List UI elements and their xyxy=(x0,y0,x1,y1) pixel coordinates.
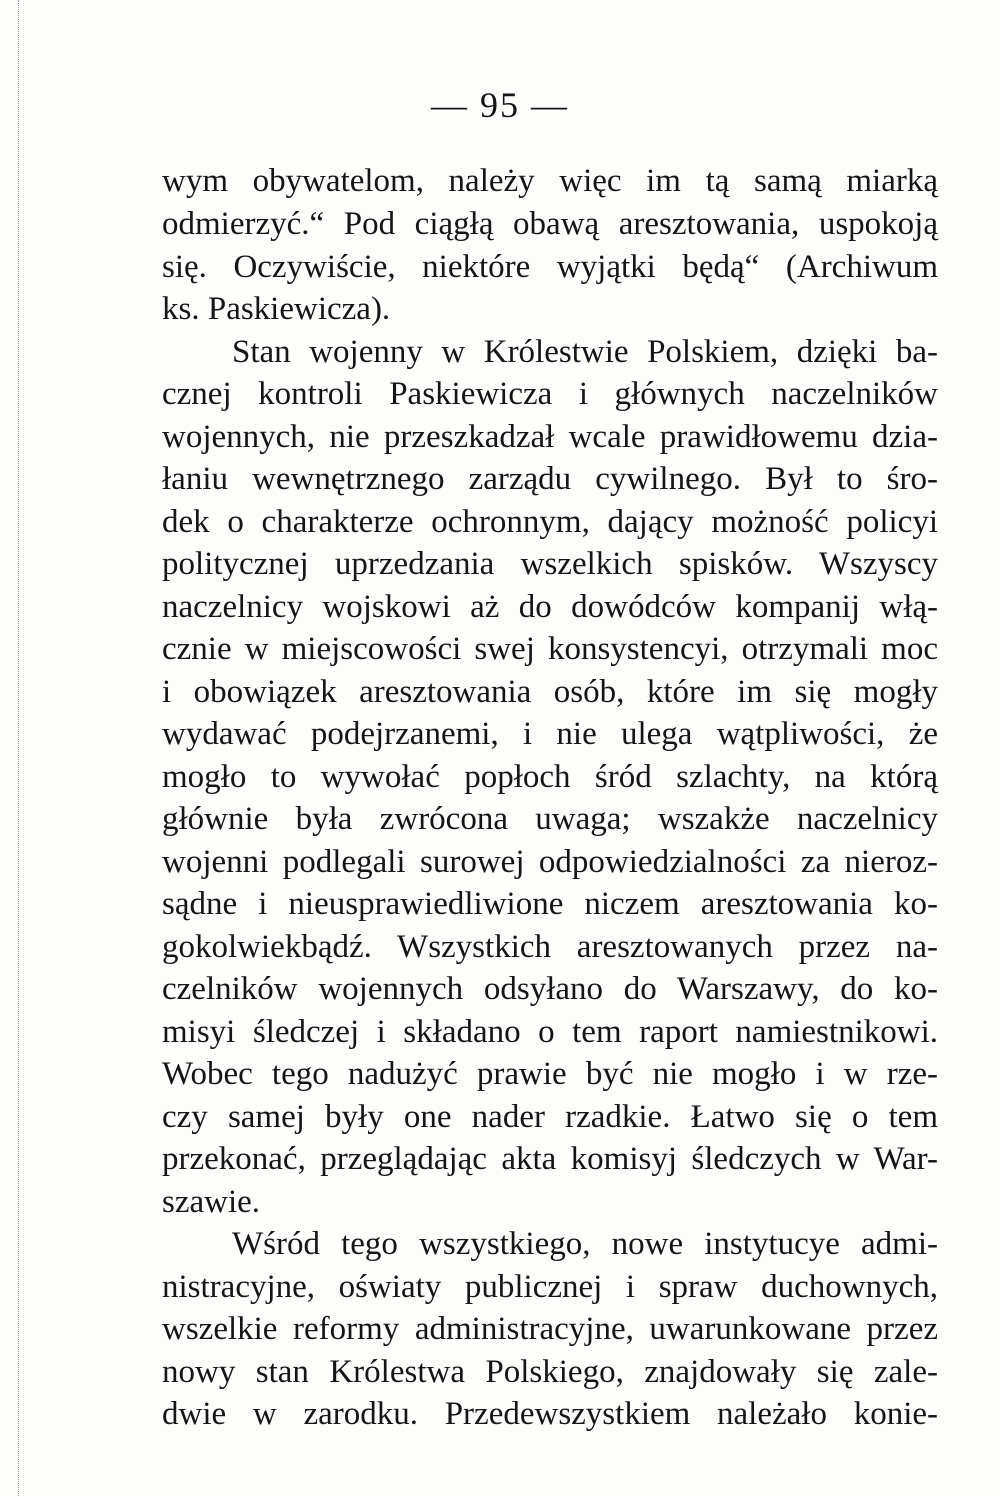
text-line: łaniu wewnętrznego zarządu cywilnego. Był to śro- xyxy=(162,461,938,497)
text-line: misyi śledczej i składano o tem raport namiestnikowi. xyxy=(162,1014,938,1050)
text-line: i obowiązek aresztowania osób, które im się mogły xyxy=(162,674,938,710)
binding-edge xyxy=(0,0,19,1496)
text-line: głównie była zwrócona uwaga; wszakże naczelnicy xyxy=(162,801,938,837)
text-line: nistracyjne, oświaty publicznej i spraw duchownych, xyxy=(162,1269,938,1305)
text-line: wym obywatelom, należy więc im tą samą miarką xyxy=(162,163,938,199)
text-line: wydawać podejrzanemi, i nie ulega wątpliwości, że xyxy=(162,716,938,752)
text-line: sądne i nieusprawiedliwione niczem aresztowania ko- xyxy=(162,886,938,922)
text-line: się. Oczywiście, niektóre wyjątki będą“ (Archiwum xyxy=(162,249,938,285)
text-line: naczelnicy wojskowi aż do dowódców kompanij włą- xyxy=(162,589,938,625)
text-line: przekonać, przeglądając akta komisyj śledczych w War- xyxy=(162,1141,938,1177)
text-line: cznie w miejscowości swej konsystencyi, otrzymali moc xyxy=(162,631,938,667)
text-line: Wśród tego wszystkiego, nowe instytucye admi- xyxy=(232,1226,938,1262)
text-line: wszelkie reformy administracyjne, uwarunkowane przez xyxy=(162,1311,938,1347)
page-number: — 95 — xyxy=(431,85,569,125)
text-line: Stan wojenny w Królestwie Polskiem, dzięki ba- xyxy=(232,334,938,370)
text-line: nowy stan Królestwa Polskiego, znajdowały się zale- xyxy=(162,1354,938,1390)
text-line: czelników wojennych odsyłano do Warszawy, do ko- xyxy=(162,971,938,1007)
text-line: gokolwiekbądź. Wszystkich aresztowanych przez na- xyxy=(162,929,938,965)
text-line: mogło to wywołać popłoch śród szlachty, na którą xyxy=(162,759,938,795)
text-line: odmierzyć.“ Pod ciągłą obawą aresztowania, uspokoją xyxy=(162,206,938,242)
text-line: dwie w zarodku. Przedewszystkiem należało konie- xyxy=(162,1396,938,1432)
text-line: czy samej były one nader rzadkie. Łatwo się o tem xyxy=(162,1099,938,1135)
text-line: politycznej uprzedzania wszelkich spisków. Wszyscy xyxy=(162,546,938,582)
text-line: szawie. xyxy=(162,1184,261,1220)
text-line: wojenni podlegali surowej odpowiedzialności za nieroz- xyxy=(162,844,938,880)
text-line: Wobec tego nadużyć prawie być nie mogło i w rze- xyxy=(162,1056,938,1092)
text-line: cznej kontroli Paskiewicza i głównych naczelników xyxy=(162,376,938,412)
text-line: ks. Paskiewicza). xyxy=(162,291,391,327)
text-line: wojennych, nie przeszkadzał wcale prawidłowemu dzia- xyxy=(162,419,938,455)
text-line: dek o charakterze ochronnym, dający możność policyi xyxy=(162,504,938,540)
